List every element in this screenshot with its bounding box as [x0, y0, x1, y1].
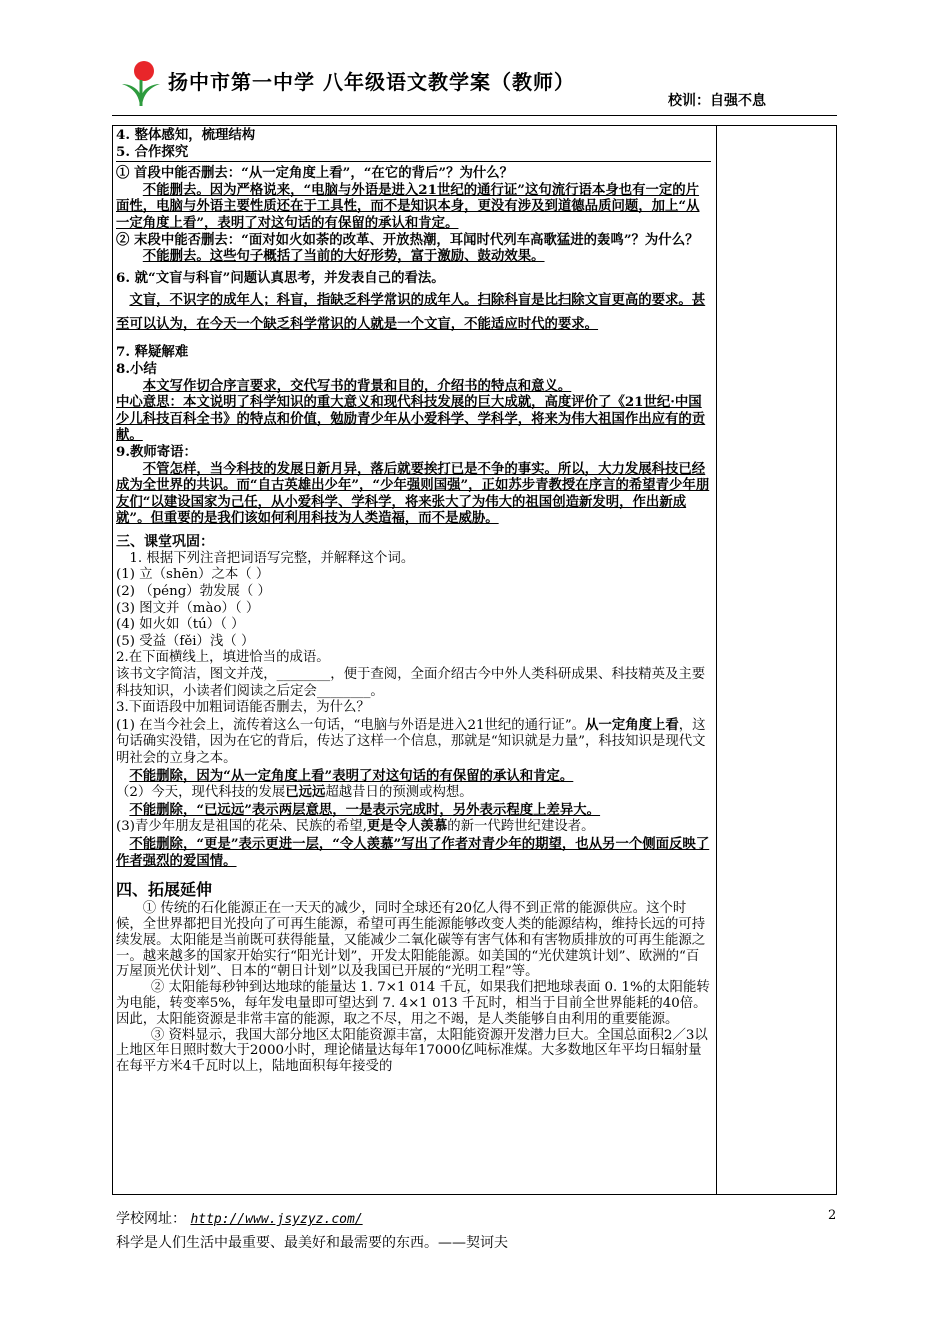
exercise-3-answer-1: 不能删除，因为“从一定角度上看”表明了对这句话的有保留的承认和肯定。 — [129, 767, 574, 784]
footer-site — [116, 1208, 363, 1228]
motto-label: 校训： — [668, 93, 710, 109]
answer-1: 不能删去。因为严格说来，“电脑与外语是进入21世纪的通行证”这句流行语本身也有一定的片面性，电脑与外语主要性质还在于工具性，而不是知识本身，更没有涉及到道德品质问题，加上“从一定角度上看”，表明了对这句话的有保留的承认和肯定。 — [116, 181, 700, 231]
step-9: 9.教师寄语： — [116, 443, 197, 460]
exercise-2-text: 该书文字简洁，图文并茂，________，便于查阅，全面介绍古今中外人类科研成果、科技精英及主要科技知识，小读者们阅读之后定会________。 — [116, 667, 706, 699]
reading-paragraph-3: ③ 资料显示，我国大部分地区太阳能资源丰富，太阳能资源开发潜力巨大。全国总面积2／3以上地区年日照时数大于2000小时，理论储量达每年17000亿吨标准煤。大多数地区年平均日辐射量在每平方米4千瓦时以上，陆地面积每年接受的 — [116, 1027, 708, 1075]
step-5: 5. 合作探究 — [116, 143, 189, 160]
exercise-1d: (4) 如火如（tú）（ ） — [116, 617, 245, 633]
summary-1: 本文写作切合序言要求，交代写书的背景和目的，介绍书的特点和意义。 — [142, 377, 572, 394]
page-number: 2 — [828, 1208, 837, 1223]
step-6: 6. 就“文盲与科盲”问题认真思考，并发表自己的看法。 — [116, 269, 445, 286]
header-title: 扬中市第一中学 八年级语文教学案（教师） — [168, 70, 575, 94]
exercise-1b: (2) （péng）勃发展（ ） — [116, 584, 271, 600]
footer-quote: 科学是人们生活中最重要、最美好和最需要的东西。——契诃夫 — [116, 1235, 508, 1251]
exercise-3-passage-3: (3)青少年朋友是祖国的花朵、民族的希望,更是令人羡慕的新一代跨世纪建设者。 — [116, 818, 595, 835]
exercise-1e: (5) 受益（fěi）浅（ ） — [116, 633, 255, 649]
motto-text: 自强不息 — [710, 93, 766, 109]
question-1: ① 首段中能否删去：“从一定角度上看”，“在它的背后”？为什么？ — [116, 165, 514, 182]
step-4: 4. 整体感知，梳理结构 — [116, 127, 256, 143]
exercise-2: 2.在下面横线上，填进恰当的成语。 — [116, 650, 330, 666]
question-2: ② 末段中能否删去：“面对如火如荼的改革、开放热潮，耳闻时代列车高歌猛进的轰鸣”？为什么？ — [116, 231, 699, 248]
answer-2: 不能删去。这些句子概括了当前的大好形势，富于激励、鼓动效果。 — [142, 248, 545, 265]
exercise-1a: (1) 立（shēn）之本（ ） — [116, 567, 270, 583]
exercise-3-answer-3: 不能删除，“更是”表示更进一层，“令人羡慕”写出了作者对青少年的期望，也从另一个侧面反映了作者强烈的爱国情。 — [116, 835, 710, 869]
exercise-3-passage-2: （2）今天，现代科技的发展已远远超越昔日的预测或构想。 — [116, 784, 473, 801]
bold-phrase: 更是令人羡慕 — [366, 818, 448, 835]
site-label: 学校网址： — [116, 1211, 186, 1227]
step-7: 7. 释疑解难 — [116, 344, 189, 361]
answer-6: 文盲，不识字的成年人；科盲，指缺乏科学常识的成年人。扫除科盲是比扫除文盲更高的要求。甚至可以认为，在今天一个缺乏科学常识的人就是一个文盲，不能适应时代的要求。 — [116, 292, 706, 333]
exercise-3-passage-1: (1) 在当今社会上，流传着这么一句话，“电脑与外语是进入21世纪的通行证”。从一定角度上看，这句话确实没错，因为在它的背后，传达了这样一个信息，那就是“知识就是力量”，科技知识是现代文明社会的立身之本。 — [116, 716, 706, 766]
exercise-1: 1. 根据下列注音把词语写完整，并解释这个词。 — [129, 550, 415, 566]
reading-paragraph-1: ① 传统的石化能源正在一天天的减少，同时全球还有20亿人得不到正常的能源供应。这个时候，全世界都把目光投向了可再生能源，希望可再生能源能够改变人类的能源结构，维持长远的可持续发展。太阳能是当前既可获得能量，又能减少二氧化碳等有害气体和有害物质排放的可再生能源之一。越来越多的国家开始实行“阳光计划”，开发太阳能能源。如美国的“光伏建筑计划”、欧洲的“百万屋顶光伏计划”、日本的“朝日计划”以及我国已开展的“光明工程”等。 — [116, 901, 706, 980]
summary-2: 中心意思：本文说明了科学知识的重大意义和现代科技发展的巨大成就，高度评价了《21世纪·中国少儿科技百科全书》的特点和价值，勉励青少年从小爱科学、学科学，将来为伟大祖国作出应有的贡献。 — [116, 394, 706, 444]
section-3-title: 三、课堂巩固： — [116, 533, 214, 550]
bold-phrase: 已远远 — [285, 784, 326, 801]
teacher-message: 不管怎样，当今科技的发展日新月异，落后就要挨打已是不争的事实。所以，大力发展科技已经成为全世界的共识。而“自古英雄出少年”，“少年强则国强”，正如苏步青教授在序言的希望青少年朋友们“以建设国家为己任，从小爱科学、学科学，将来张大了为伟大的祖国创造新发明，作出新成就”。但重要的是我们该如何利用科技为人类造福，而不是威胁。 — [116, 460, 710, 527]
school-logo-icon — [118, 60, 162, 108]
header-divider — [112, 115, 837, 116]
site-link[interactable]: http://www.jsyzyz.com/ — [190, 1212, 363, 1227]
lesson-content — [116, 127, 711, 1075]
section-4-title: 四、拓展延伸 — [116, 880, 213, 900]
notes-column — [716, 125, 837, 1195]
step-8: 8.小结 — [116, 360, 157, 377]
exercise-3: 3.下面语段中加粗词语能否删去，为什么？ — [116, 700, 370, 716]
school-motto — [668, 90, 766, 110]
bold-phrase: 从一定角度上看 — [585, 716, 679, 733]
divider — [116, 161, 711, 162]
reading-paragraph-2: ② 太阳能每秒钟到达地球的能量达 1. 7×1 014 千瓦，如果我们把地球表面 0. 1%的太阳能转为电能，转变率5%，每年发电量即可望达到 7. 4×1 013 千瓦时，相当于目前全世界能耗的40倍。因此，太阳能资源是非常丰富的能源，取之不尽，用之不竭，是人类能够自由利用的重要能源。 — [116, 980, 710, 1027]
exercise-3-answer-2: 不能删除，“已远远”表示两层意思，一是表示完成时，另外表示程度上差异大。 — [129, 801, 601, 818]
exercise-1c: (3) 图文并（mào）（ ） — [116, 600, 260, 616]
